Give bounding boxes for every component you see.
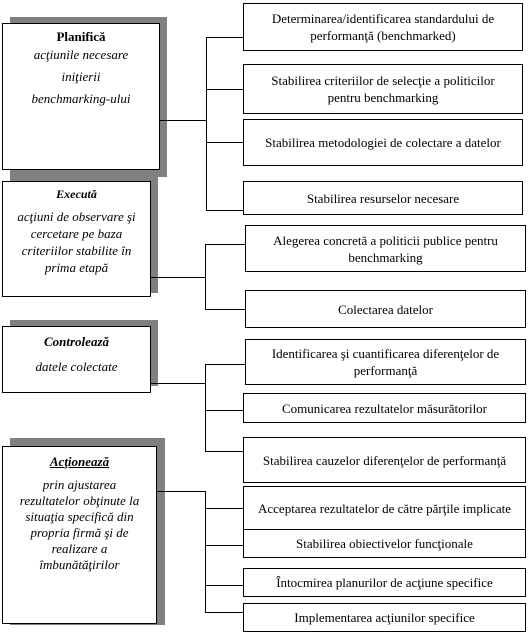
- task-box: [243, 437, 526, 483]
- connector: [206, 37, 207, 211]
- task-box: [245, 339, 526, 385]
- phase-4-description: prin ajustarea rezultatelor obţinute la situaţia specifică din propria firmă şi de realizare a îmbunătăţirilor: [19, 477, 140, 572]
- phase-2-title: Execută: [56, 187, 97, 201]
- connector: [205, 244, 245, 245]
- task-box: [243, 393, 526, 423]
- task-label: Alegerea concretă a politicii publice pentru benchmarking: [273, 232, 498, 265]
- task-label: Colectarea datelor: [338, 301, 433, 317]
- connector: [205, 364, 206, 452]
- connector: [151, 277, 206, 278]
- connector: [205, 364, 245, 365]
- task-label: Stabilirea criteriilor de selecţie a politicilor pentru benchmarking: [271, 73, 495, 105]
- task-label: Identificarea şi cuantificarea diferenţelor de performanţă: [271, 346, 500, 378]
- connector: [151, 383, 206, 384]
- connector: [205, 545, 245, 546]
- phase-2-box: [2, 181, 151, 297]
- phase-1-line-2: iniţierii: [61, 69, 101, 84]
- connector: [160, 120, 206, 121]
- phase-3-title: Controlează: [43, 334, 109, 349]
- connector: [206, 37, 243, 38]
- task-label: Acceptarea rezultatelor de către părţile implicate: [258, 501, 511, 516]
- connector: [205, 244, 206, 310]
- task-label: Comunicarea rezultatelor măsurătorilor: [281, 400, 488, 416]
- phase-4-box: [2, 446, 157, 624]
- phase-4-title: Acţionează: [49, 454, 110, 469]
- task-box: [243, 119, 523, 166]
- connector: [205, 491, 206, 613]
- connector: [205, 451, 245, 452]
- task-label: Stabilirea metodologiei de colectare a datelor: [265, 135, 501, 150]
- task-box: [243, 3, 523, 51]
- task-box: [245, 225, 526, 272]
- task-label: Determinarea/identificarea standardului de performanţă (benchmarked): [271, 11, 495, 43]
- task-box: [243, 181, 523, 215]
- task-box: [245, 290, 526, 328]
- connector: [205, 508, 245, 509]
- connector: [206, 142, 243, 143]
- phase-1-box: [2, 23, 160, 170]
- phase-1-line-1: acţiunile necesare: [33, 47, 129, 62]
- task-box: [243, 568, 526, 597]
- connector: [205, 309, 245, 310]
- connector: [157, 491, 206, 492]
- phase-1-line-3: benchmarking-ului: [31, 91, 131, 106]
- phase-3-description: datele colectate: [35, 359, 118, 374]
- task-box: [243, 603, 526, 632]
- phase-1-title: Planifică: [56, 29, 106, 44]
- task-label: Stabilirea cauzelor diferenţelor de performanţă: [262, 452, 507, 468]
- connector: [205, 410, 245, 411]
- task-label: Stabilirea obiectivelor funcţionale: [296, 536, 473, 551]
- connector: [205, 585, 245, 586]
- task-box: [243, 64, 523, 114]
- phase-3-box: [2, 326, 151, 393]
- connector: [205, 612, 245, 613]
- task-label: Stabilirea resurselor necesare: [306, 190, 460, 206]
- task-box: [243, 486, 526, 531]
- task-label: Întocmirea planurilor de acţiune specifice: [276, 575, 493, 590]
- task-label: Implementarea acţiunilor specifice: [294, 610, 475, 625]
- connector: [206, 89, 243, 90]
- phase-2-description: acţiuni de observare şi cercetare pe baza criteriilor stabilite în prima etapă: [17, 209, 136, 275]
- task-box: [243, 529, 526, 558]
- connector: [206, 210, 243, 211]
